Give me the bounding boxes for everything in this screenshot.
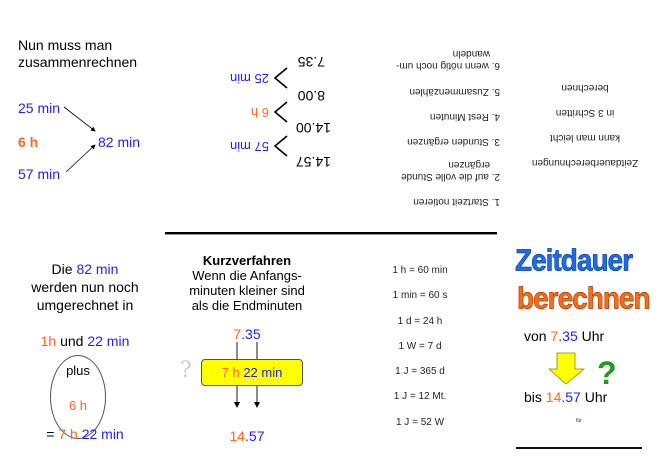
box-hours: 7 h xyxy=(221,365,240,380)
timeline-time: 8.00 xyxy=(297,88,325,104)
unit-row: 1 W = 7 d xyxy=(398,341,442,352)
von-label: von xyxy=(524,328,551,344)
intro-line: in 3 Schritten xyxy=(555,107,615,118)
convert-hours: 1h xyxy=(40,333,57,349)
step-6: 6. wenn nötig noch um- xyxy=(396,60,500,71)
intro-line: kann man leicht xyxy=(549,132,621,143)
chevron-right-icon xyxy=(273,66,289,90)
sum-heading-line2: zusammenrechnen xyxy=(18,54,138,70)
convert-line2: werden nun noch xyxy=(31,279,139,295)
fuer-label: für xyxy=(576,418,582,424)
unit-row: 1 h = 60 min xyxy=(392,265,448,276)
question-mark-icon: ? xyxy=(597,355,617,391)
convert-line1 xyxy=(10,260,160,278)
convert-panel xyxy=(10,260,160,350)
step-2-cont: ergänzen xyxy=(448,159,490,170)
convert-split xyxy=(10,332,160,350)
sum-result: 82 min xyxy=(98,134,141,150)
intro-line: berechnen xyxy=(561,82,609,93)
plus-label: plus xyxy=(66,363,90,378)
shortcut-heading xyxy=(172,253,322,313)
convert-minutes: 82 min xyxy=(76,261,119,277)
from-minutes: .35 xyxy=(558,328,578,344)
end-hours: 14 xyxy=(229,428,246,444)
unit-row: 1 J = 12 Mt. xyxy=(393,391,447,402)
box-minutes: 22 min xyxy=(239,365,283,380)
shortcut-end-time xyxy=(172,428,322,444)
start-minutes: .35 xyxy=(241,326,261,342)
unit-row: 1 d = 24 h xyxy=(397,316,443,327)
fold-divider xyxy=(165,232,497,234)
steps-panel xyxy=(365,35,510,210)
step-6-cont: wandeln xyxy=(452,48,490,59)
unit-row: 1 min = 60 s xyxy=(392,290,448,301)
step-1: 1. Startzeit notieren xyxy=(413,196,500,207)
uhr-label: Uhr xyxy=(577,328,605,344)
result-hours: 7 h xyxy=(58,426,78,442)
uhr-label: Uhr xyxy=(580,389,608,405)
from-hours: 7 xyxy=(550,328,559,344)
sum-term-minutes-1: 25 min xyxy=(18,100,61,116)
title-zeitdauer: Zeitdauer xyxy=(515,243,633,278)
shortcut-desc: minuten kleiner sind xyxy=(189,283,305,298)
shortcut-desc: Wenn die Anfangs- xyxy=(192,268,302,283)
convert-line3: umgerechnet in xyxy=(36,297,134,313)
intro-panel xyxy=(515,70,655,170)
chevron-right-icon xyxy=(273,100,289,124)
to-minutes: .57 xyxy=(561,389,581,405)
plus-hours: 6 h xyxy=(68,398,88,413)
step-3: 3. Stunden ergänzen xyxy=(407,136,500,147)
step-2: 2. auf die volle Stunde xyxy=(401,171,500,182)
sum-arrows-icon xyxy=(60,105,100,175)
sum-term-hours: 6 h xyxy=(18,134,39,150)
to-hours: 14 xyxy=(545,389,562,405)
end-minutes: .57 xyxy=(245,428,265,444)
convert-und: und xyxy=(56,333,88,349)
sum-heading-line1: Nun muss man xyxy=(18,37,113,53)
unit-row: 1 J = 365 d xyxy=(395,366,445,377)
step-4: 4. Rest Minuten xyxy=(429,111,500,122)
result-minutes: 22 min xyxy=(77,426,124,442)
chevron-right-icon xyxy=(273,134,289,158)
to-time xyxy=(524,389,607,405)
question-mark-icon: ? xyxy=(180,358,192,383)
title-berechnen: berechnen xyxy=(517,281,650,316)
shortcut-desc: als die Endminuten xyxy=(191,298,303,313)
unit-row: 1 J = 52 W xyxy=(395,417,445,428)
convert-result xyxy=(10,426,160,442)
equals-sign: = xyxy=(46,426,59,442)
name-line xyxy=(516,447,642,449)
step-5: 5. Zusammenzählen xyxy=(409,86,500,97)
shortcut-title: Kurzverfahren xyxy=(202,253,292,268)
down-arrow-icon xyxy=(548,352,586,386)
sum-term-minutes-2: 57 min xyxy=(18,166,61,182)
from-time xyxy=(524,328,604,344)
timeline-diff-hours: 6 h xyxy=(250,105,269,120)
bis-label: bis xyxy=(524,389,546,405)
shortcut-result-box xyxy=(201,359,303,386)
timeline-diff-minutes: 25 min xyxy=(229,71,269,86)
convert-text: Die xyxy=(51,261,77,277)
start-hours: 7 xyxy=(233,326,242,342)
timeline-diff-minutes: 57 min xyxy=(229,139,269,154)
timeline-panel xyxy=(195,50,335,170)
timeline-time: 14.00 xyxy=(295,120,331,136)
convert-split-minutes: 22 min xyxy=(87,333,130,349)
timeline-time: 7.35 xyxy=(297,54,325,70)
intro-line: Zeitdauerberechnungen xyxy=(531,157,639,168)
timeline-time: 14.57 xyxy=(295,154,331,170)
sum-heading xyxy=(18,37,178,71)
